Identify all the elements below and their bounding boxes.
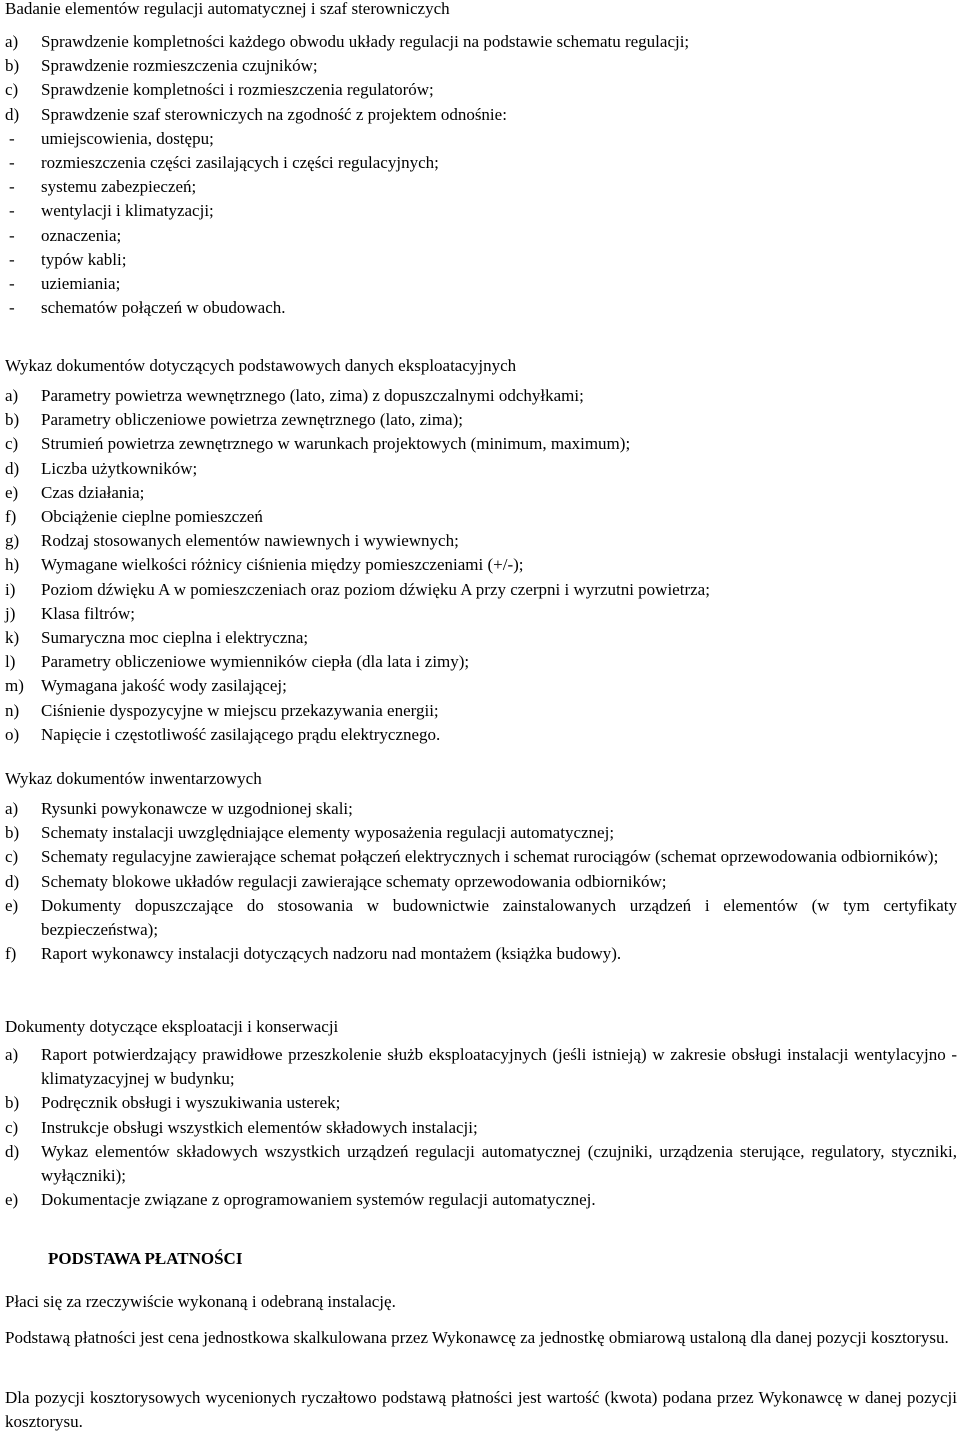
list-item: c) Strumień powietrza zewnętrznego w warunkach projektowych (minimum, maximum);	[5, 434, 631, 454]
list-item: e) Dokumenty dopuszczające do stosowania w budownictwie zainstalowanych urządzeń i elementów (w tym certyfikaty bezpieczeństwa);	[5, 895, 957, 940]
list-item: d) Wykaz elementów składowych wszystkich urządzeń regulacji automatycznej (czujniki, urządzenia sterujące, regulatory, styczniki, wyłączniki);	[5, 1141, 957, 1186]
dash-item: - oznaczenia;	[9, 225, 122, 245]
list-item: k) Sumaryczna moc cieplna i elektryczna;	[5, 628, 309, 648]
list-sec2	[5, 384, 957, 747]
list-item: l) Parametry obliczeniowe wymienników ciepła (dla lata i zimy);	[5, 652, 470, 672]
list-item: d) Sprawdzenie szaf sterowniczych na zgodność z projektem odnośnie:	[5, 104, 507, 124]
dash-item: - wentylacji i klimatyzacji;	[9, 201, 214, 221]
list-item: c) Instrukcje obsługi wszystkich elementów składowych instalacji;	[5, 1117, 478, 1137]
dash-item: - uziemiania;	[9, 274, 121, 294]
list-item: e) Dokumentacje związane z oprogramowaniem systemów regulacji automatycznej.	[5, 1190, 596, 1210]
list-item: f) Raport wykonawcy instalacji dotyczących nadzoru nad montażem (książka budowy).	[5, 944, 622, 964]
list-item: c) Schematy regulacyjne zawierające schemat połączeń elektrycznych i schemat rurociągów (schemat oprzewodowania odbiorników);	[5, 847, 939, 867]
list-item: a) Raport potwierdzający prawidłowe przeszkolenie służb eksploatacyjnych (jeśli istnieją) w zakresie obsługi instalacji wentylacyjno - klimatyzacyjnej w budynku;	[5, 1045, 957, 1089]
payment-paragraph-1: Płaci się za rzeczywiście wykonaną i odebraną instalację.	[5, 1292, 396, 1311]
list-item: f) Obciążenie cieplne pomieszczeń	[5, 507, 263, 527]
list-item: d) Liczba użytkowników;	[5, 458, 198, 478]
list-item: j) Klasa filtrów;	[5, 603, 135, 623]
list-item: a) Rysunki powykonawcze w uzgodnionej skali;	[5, 799, 353, 818]
list-item: c) Sprawdzenie kompletności i rozmieszczenia regulatorów;	[5, 80, 434, 100]
payment-paragraph-3: Dla pozycji kosztorysowych wycenionych ryczałtowo podstawą płatności jest wartość (kwota) podana przez Wykonawcę w danej pozycji kosztorysu.	[5, 1388, 957, 1431]
list-item: b) Schematy instalacji uwzględniające elementy wyposażenia regulacji automatycznej;	[5, 823, 615, 843]
dash-item: - umiejscowienia, dostępu;	[9, 128, 214, 148]
payment-paragraph-2: Podstawą płatności jest cena jednostkowa skalkulowana przez Wykonawcę za jednostkę obmiarową ustaloną dla danej pozycji kosztorysu.	[5, 1328, 949, 1347]
section-title: Dokumenty dotyczące eksploatacji i konserwacji	[5, 1017, 339, 1036]
list-item: a) Sprawdzenie kompletności każdego obwodu układy regulacji na podstawie schematu regulacji;	[5, 32, 690, 51]
list-sec4	[5, 1043, 957, 1212]
list-item: n) Ciśnienie dyspozycyjne w miejscu przekazywania energii;	[5, 700, 439, 720]
list-item: b) Podręcznik obsługi i wyszukiwania usterek;	[5, 1093, 341, 1113]
list-sec3	[5, 797, 957, 966]
section-title: Badanie elementów regulacji automatycznej i szaf sterowniczych	[5, 0, 450, 18]
list-sec1	[5, 30, 957, 320]
list-item: h) Wymagane wielkości różnicy ciśnienia między pomieszczeniami (+/-);	[5, 555, 524, 575]
list-item: d) Schematy blokowe układów regulacji zawierające schematy oprzewodowania odbiorników;	[5, 871, 667, 891]
list-item: b) Parametry obliczeniowe powietrza zewnętrznego (lato, zima);	[5, 410, 463, 430]
list-item: i) Poziom dźwięku A w pomieszczeniach oraz poziom dźwięku A przy czerpni i wyrzutni powietrza;	[5, 579, 710, 599]
list-item: a) Parametry powietrza wewnętrznego (lato, zima) z dopuszczalnymi odchyłkami;	[5, 386, 584, 405]
list-item: o) Napięcie i częstotliwość zasilającego prądu elektrycznego.	[5, 724, 441, 744]
section-title: Wykaz dokumentów inwentarzowych	[5, 769, 262, 788]
list-item: g) Rodzaj stosowanych elementów nawiewnych i wywiewnych;	[5, 531, 459, 551]
dash-item: - systemu zabezpieczeń;	[9, 177, 197, 197]
dash-item: - schematów połączeń w obudowach.	[9, 298, 286, 318]
dash-item: - rozmieszczenia części zasilających i części regulacyjnych;	[9, 153, 439, 173]
list-item: m) Wymagana jakość wody zasilającej;	[5, 676, 287, 696]
list-item: b) Sprawdzenie rozmieszczenia czujników;	[5, 56, 318, 76]
dash-item: - typów kabli;	[9, 249, 127, 269]
section-title: Wykaz dokumentów dotyczących podstawowych danych eksploatacyjnych	[5, 356, 517, 375]
list-item: e) Czas działania;	[5, 482, 145, 502]
payment-heading: PODSTAWA PŁATNOŚCI	[48, 1249, 243, 1268]
